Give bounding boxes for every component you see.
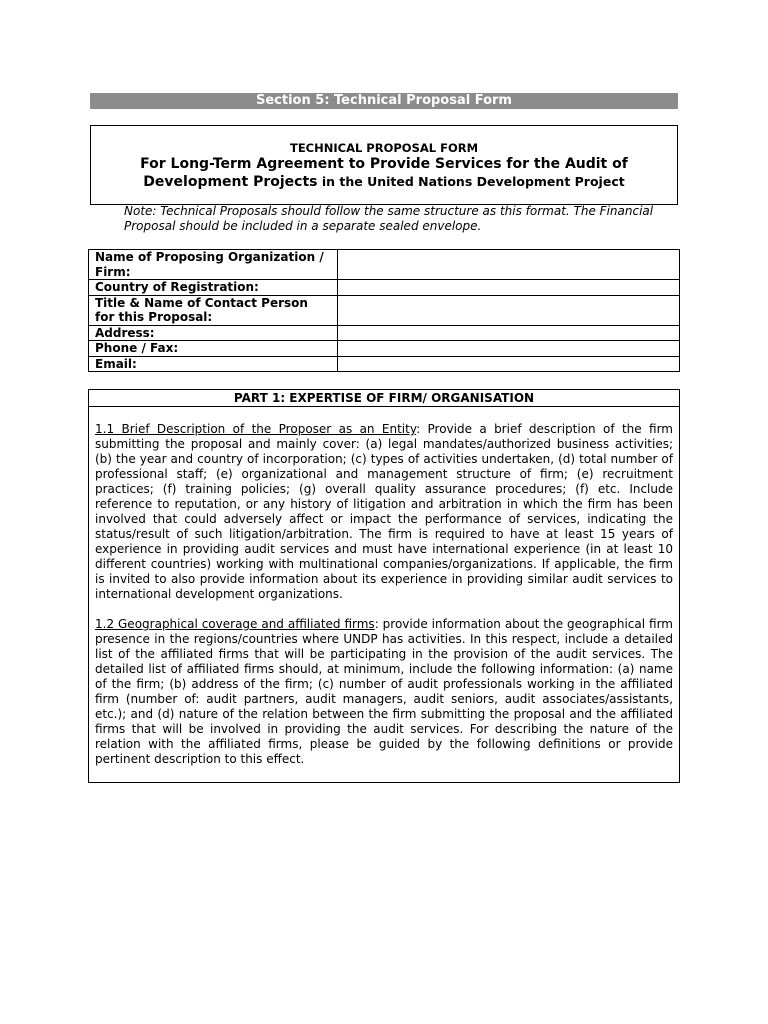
paragraph-1-2-text: : provide information about the geographical firm presence in the regions/countries where UNDP has activities. In this respect, include a detailed list of the affiliated firms that will be participating in the provision of the audit services. The detailed list of affiliated firms should, at minimum, include the following information: (a) name of the firm; (b) address of the firm; (c) number of audit professionals working in the affiliated firm (number of: audit partners, audit managers, audit seniors, audit associates/assistants, etc.); and (d) nature of the relation between the firm submitting the proposal and the affiliated firms that will be involved in providing the audit services. For describing the nature of the relation with the affiliated firms, please be guided by the following definitions or provide pertinent description to this effect. [95,617,673,766]
paragraph-1-1-text: : Provide a brief description of the firm submitting the proposal and mainly cover: (a) legal mandates/authorized business activities; (b) the year and country of incorporation; (c) types of activities undertaken, (d) total number of professional staff; (e) organizational and management structure of firm; (e) recruitment practices; (f) training policies; (g) overall quality assurance procedures; (f) etc. Include reference to reputation, or any history of litigation and arbitration in which the firm has been involved that could adversely affect or impact the performance of services, indicating the status/result of such litigation/arbitration. The firm is required to have at least 15 years of experience in providing audit services and must have international experience (in at least 10 different countries) working with multinational companies/organizations. If applicable, the firm is invited to also provide information about its experience in providing similar audit services to international development organizations. [95,422,674,601]
form-header-line3 [91,173,677,191]
part1-box [88,389,680,783]
table-row [89,250,680,280]
section-title: Section 5: Technical Proposal Form [90,93,678,109]
table-row [89,325,680,341]
table-row [89,341,680,357]
form-header-line1: TECHNICAL PROPOSAL FORM [289,141,479,155]
row-value-field[interactable] [338,295,680,325]
form-header-box [90,125,678,205]
row-label: Title & Name of Contact Person for this Proposal: [89,295,338,325]
row-value-field[interactable] [338,325,680,341]
table-row [89,295,680,325]
row-label: Country of Registration: [89,280,338,296]
table-row [89,280,680,296]
form-header-line2: For Long-Term Agreement to Provide Services for the Audit of [140,156,628,172]
organization-info-table [88,249,680,372]
row-label: Email: [89,356,338,372]
row-value-field[interactable] [338,356,680,372]
row-label: Phone / Fax: [89,341,338,357]
row-value-field[interactable] [338,280,680,296]
part1-heading: PART 1: EXPERTISE OF FIRM/ ORGANISATION [89,390,679,407]
row-label: Name of Proposing Organization / Firm: [89,250,338,280]
table-row [89,356,680,372]
part1-body [89,422,679,767]
row-value-field[interactable] [338,341,680,357]
paragraph-1-2-heading: 1.2 Geographical coverage and affiliated firms [95,617,375,631]
row-value-field[interactable] [338,250,680,280]
paragraph-1-1 [95,422,673,602]
note-text: Note: Technical Proposals should follow the same structure as this format. The Financial Proposal should be included in a separate sealed envelope. [124,204,654,233]
paragraph-1-2 [95,617,673,767]
form-header-line3-main: Development Projects [143,174,318,190]
row-label: Address: [89,325,338,341]
paragraph-1-1-heading: 1.1 Brief Description of the Proposer as an Entity [95,422,417,436]
form-header-line3-small: in the United Nations Development Project [317,174,625,189]
